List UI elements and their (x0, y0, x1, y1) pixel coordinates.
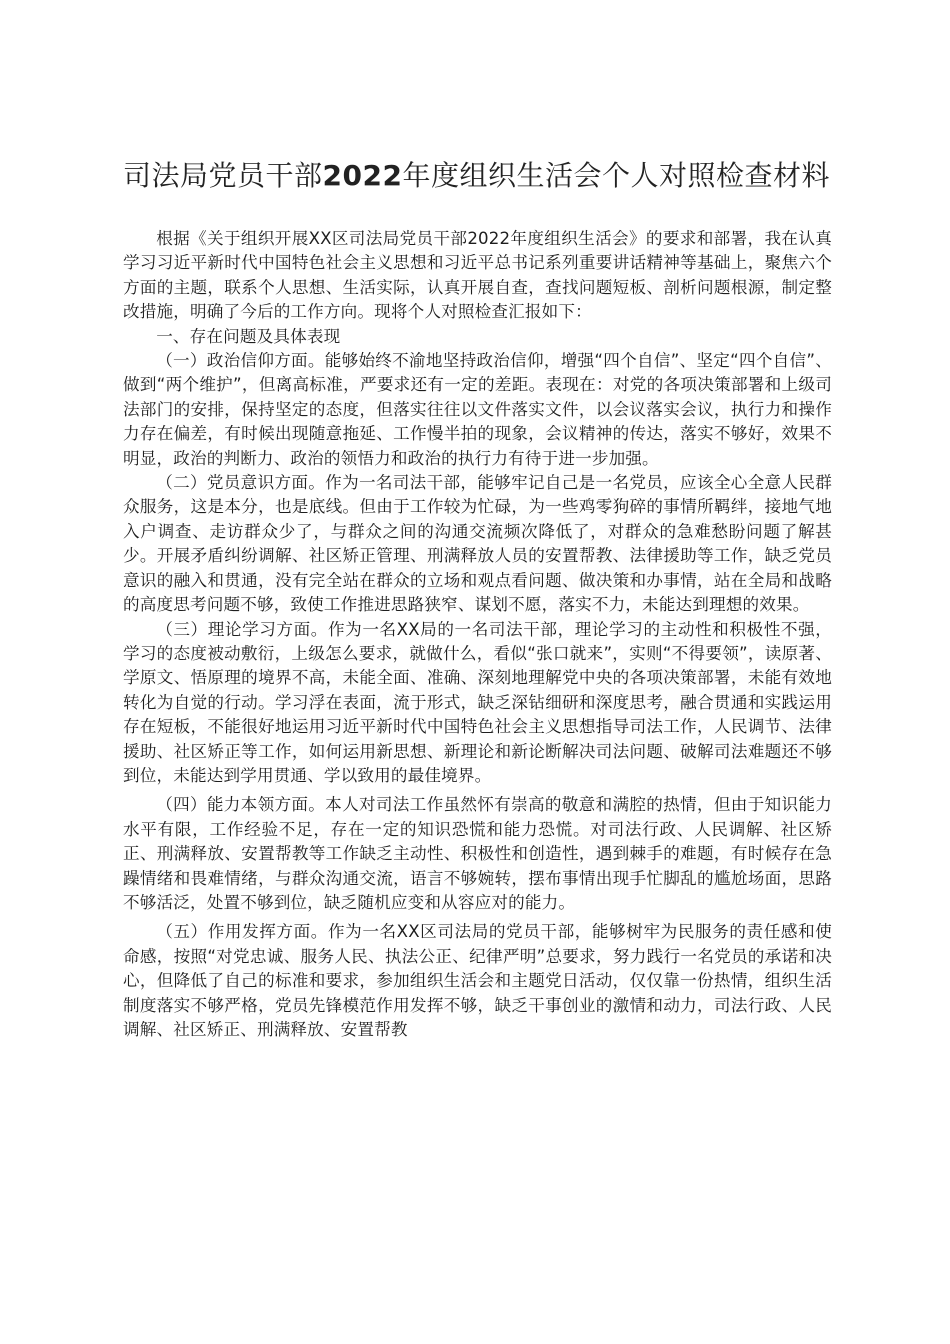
title-prefix: 司法局党员干部 (123, 159, 323, 192)
party-awareness-paragraph: （二）党员意识方面。作为一名司法干部，能够牢记自己是一名党员，应该全心全意人民群众服务，这是本分，也是底线。但由于工作较为忙碌，为一些鸡零狗碎的事情所羁绊，接地气地入户调查、走访群众少了，与群众之间的沟通交流频次降低了，对群众的急难愁盼问题了解甚少。开展矛盾纠纷调解、社区矫正管理、刑满释放人员的安置帮教、法律援助等工作，缺乏党员意识的融入和贯通，没有完全站在群众的立场和观点看问题、做决策和办事情，站在全局和战略的高度思考问题不够，致使工作推进思路狭窄、谋划不愿，落实不力，未能达到理想的效果。 (123, 473, 832, 615)
theory-study-paragraph: （三）理论学习方面。作为一名XX局的一名司法干部，理论学习的主动性和积极性不强，学习的态度被动敷衍，上级怎么要求，就做什么，看似“张口就来”，实则“不得要领”，读原著、学原文、悟原理的境界不高，未能全面、准确、深刻地理解党中央的各项决策部署，未能有效地转化为自觉的行动。学习浮在表面，流于形式，缺乏深钻细研和深度思考，融合贯通和实践运用存在短板，不能很好地运用习近平新时代中国特色社会主义思想指导司法工作，人民调节、法律援助、社区矫正等工作，如何运用新思想、新理论和新论断解决司法问题、破解司法难题还不够到位，未能达到学用贯通、学以致用的最佳境界。 (123, 619, 832, 785)
document-title (123, 150, 832, 201)
role-paragraph: （五）作用发挥方面。作为一名XX区司法局的党员干部，能够树牢为民服务的责任感和使命感，按照“对党忠诚、服务人民、执法公正、纪律严明”总要求，努力践行一名党员的承诺和决心，但降低了自己的标准和要求，参加组织生活会和主题党日活动，仅仅靠一份热情，组织生活制度落实不够严格，党员先锋模范作用发挥不够，缺乏干事创业的激情和动力，司法行政、人民调解、社区矫正、刑满释放、安置帮教 (123, 922, 832, 1039)
title-suffix: 年度组织生活会个人对照检查材料 (402, 159, 830, 192)
title-year: 2022 (322, 159, 403, 192)
section-heading: 一、存在问题及具体表现 (156, 326, 341, 346)
intro-paragraph: 根据《关于组织开展XX区司法局党员干部2022年度组织生活会》的要求和部署，我在认真学习习近平新时代中国特色社会主义思想和习近平总书记系列重要讲话精神等基础上，聚焦六个方面的主题，联系个人思想、生活实际，认真开展自查，查找问题短板、剖析问题根源，制定整改措施，明确了今后的工作方向。现将个人对照检查汇报如下： (123, 229, 832, 322)
ability-paragraph: （四）能力本领方面。本人对司法工作虽然怀有崇高的敬意和满腔的热情，但由于知识能力水平有限，工作经验不足，存在一定的知识恐慌和能力恐慌。对司法行政、人民调解、社区矫正、刑满释放、安置帮教等工作缺乏主动性、积极性和创造性，遇到棘手的难题，有时候存在急躁情绪和畏难情绪，与群众沟通交流，语言不够婉转，摆布事情出现手忙脚乱的尴尬场面，思路不够活泛，处置不够到位，缺乏随机应变和从容应对的能力。 (123, 795, 832, 912)
political-belief-paragraph: （一）政治信仰方面。能够始终不渝地坚持政治信仰，增强“四个自信”、坚定“四个自信”、做到“两个维护”，但离高标准，严要求还有一定的差距。表现在：对党的各项决策部署和上级司法部门的安排，保持坚定的态度，但落实往往以文件落实文件，以会议落实会议，执行力和操作力存在偏差，有时候出现随意拖延、工作慢半拍的现象，会议精神的传达，落实不够好，效果不明显，政治的判断力、政治的领悟力和政治的执行力有待于进一步加强。 (123, 351, 832, 468)
